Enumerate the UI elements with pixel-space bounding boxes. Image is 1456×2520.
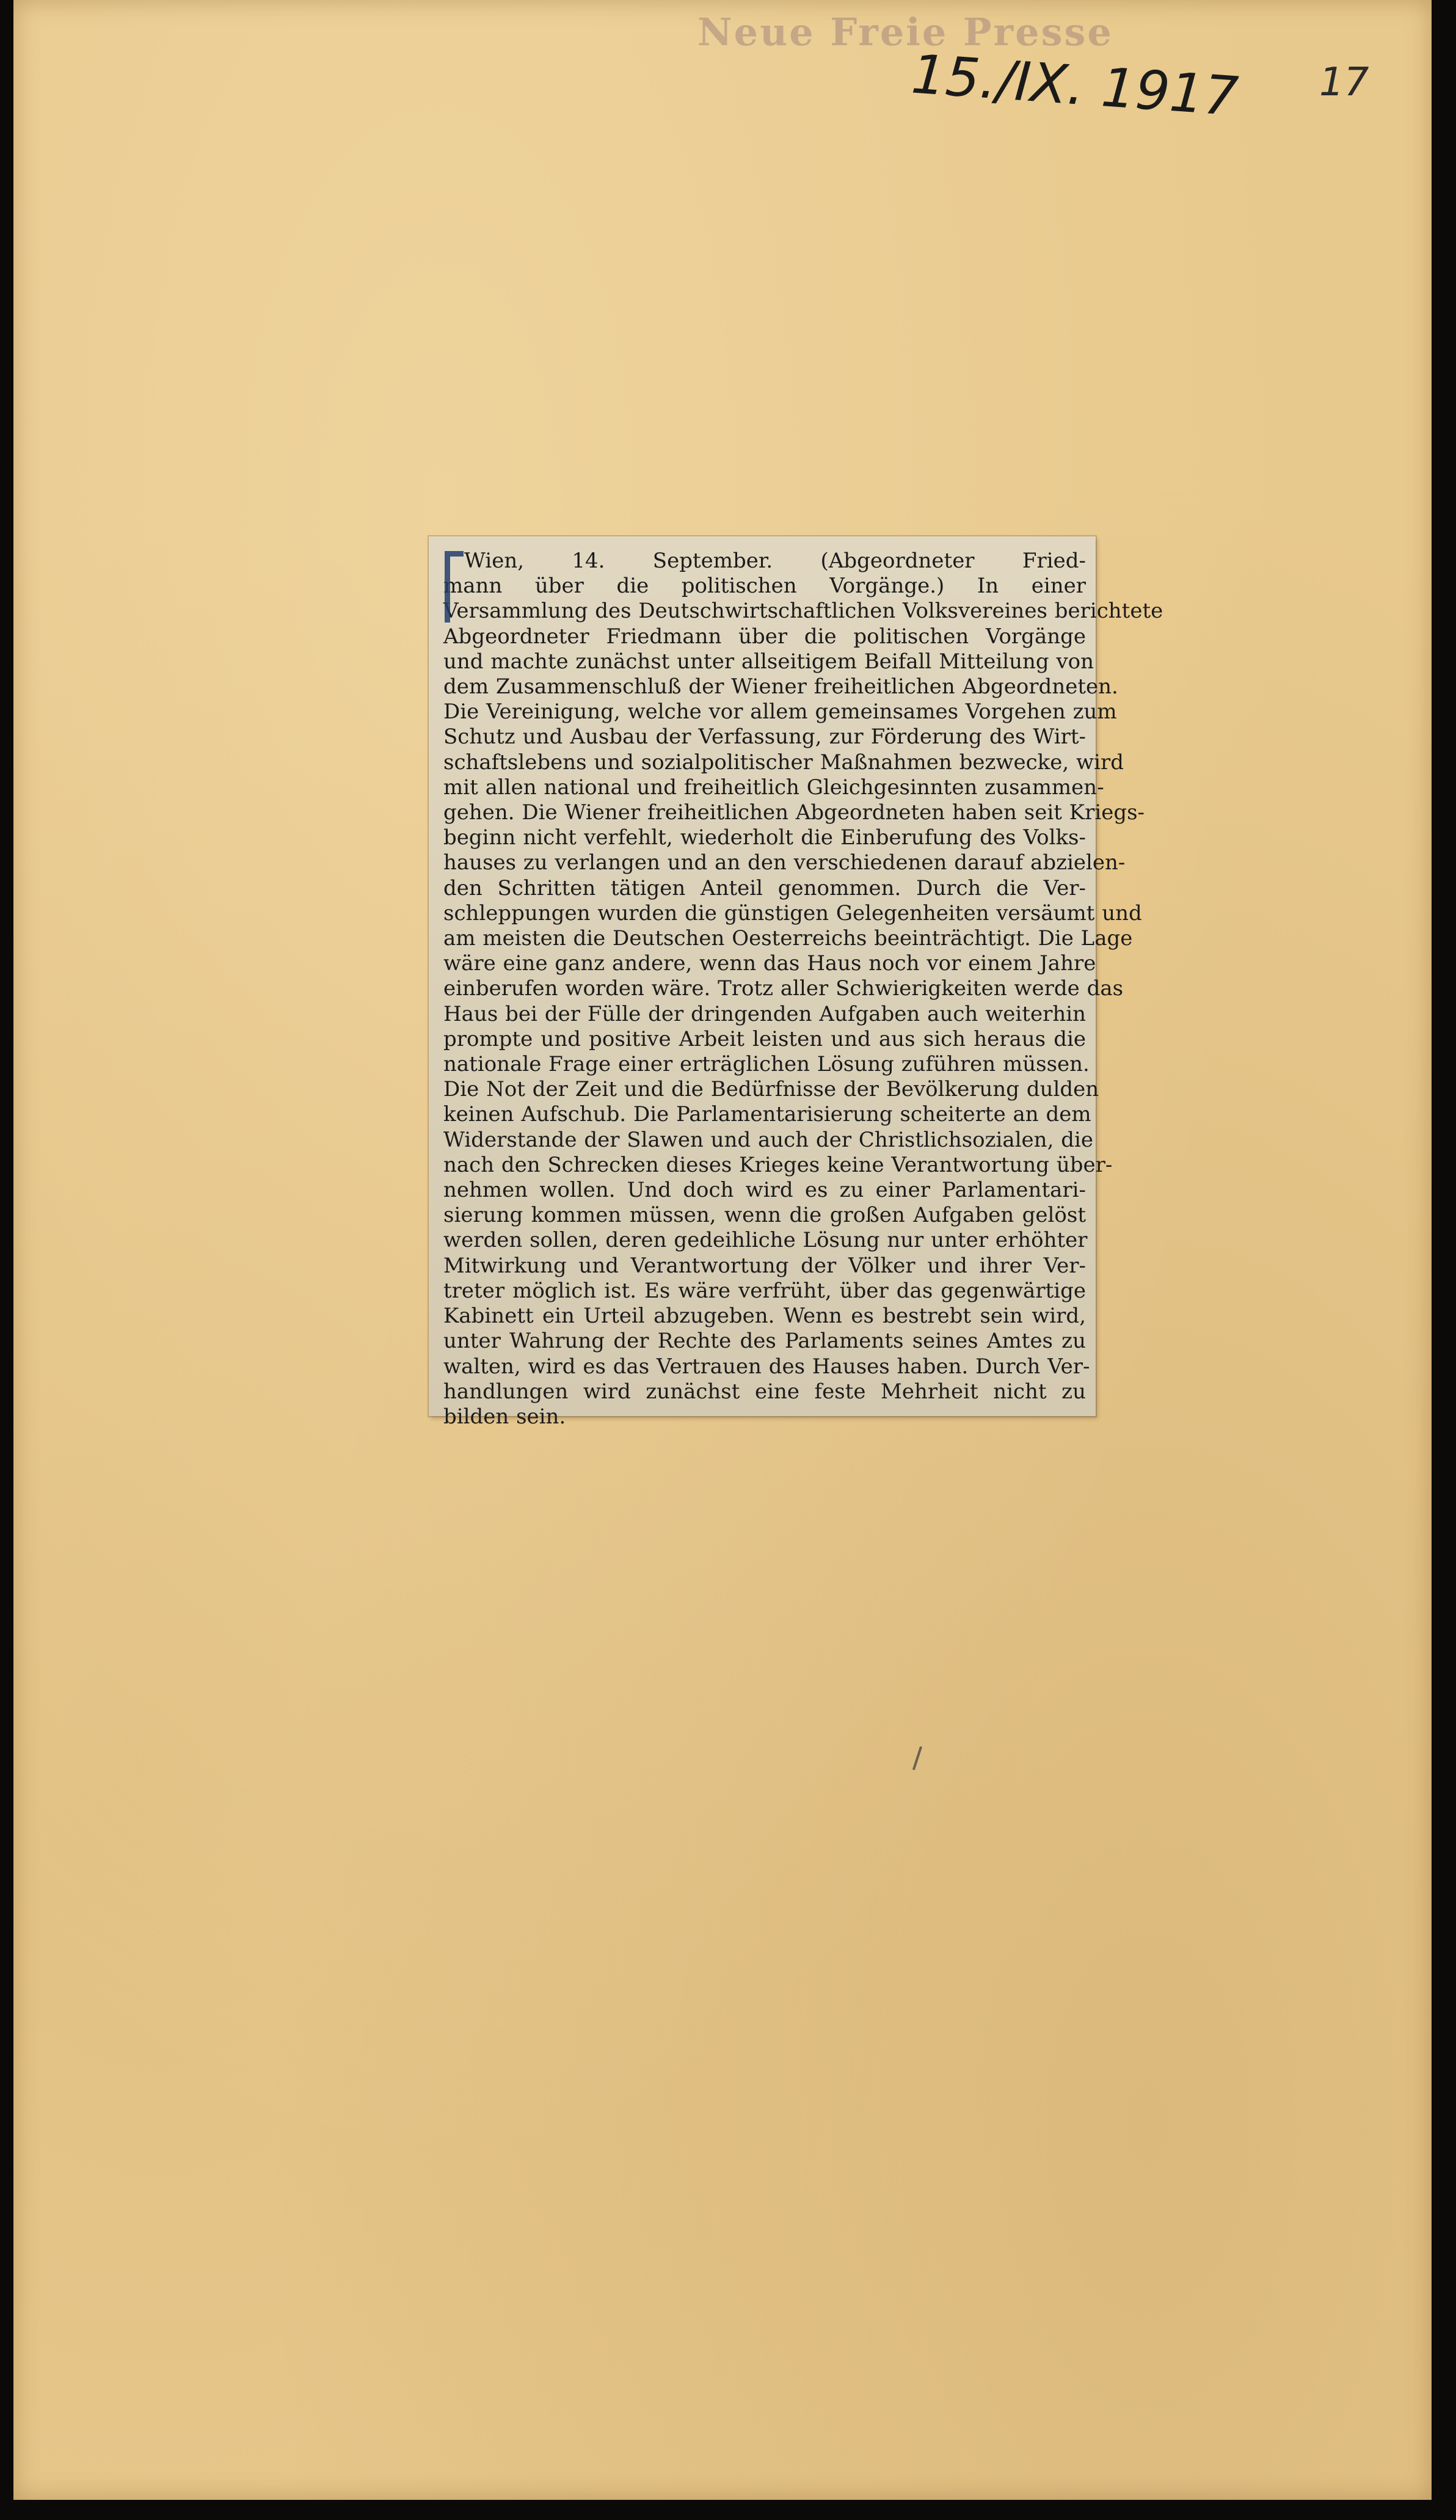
article-line: Die Vereinigung, welche vor allem gemeinsames Vorgehen zum [443,699,1117,725]
article-line: unter Wahrung der Rechte des Parlaments seines Amtes zu [443,1329,1086,1354]
newspaper-stamp: Neue Freie Presse [697,10,1113,54]
newspaper-clipping [429,536,1163,1429]
article-line: dem Zusammenschluß der Wiener freiheitlichen Abgeordneten. [443,674,1118,699]
pencil-tick-mark [912,1746,922,1770]
article-line: hauses zu verlangen und an den verschiedenen darauf abzielen- [443,850,1126,875]
article-line: handlungen wird zunächst eine feste Mehrheit nicht zu [443,1379,1086,1404]
article-line: nationale Frage einer erträglichen Lösung zuführen müssen. [443,1052,1090,1077]
article-line: mann über die politischen Vorgänge.) In einer [443,574,1086,599]
handwritten-date: 15./IX. 1917 [909,42,1240,128]
article-line: treter möglich ist. Es wäre verfrüht, über das gegenwärtige [443,1278,1086,1303]
article-line: sierung kommen müssen, wenn die großen Aufgaben gelöst [443,1203,1086,1228]
article-line: einberufen worden wäre. Trotz aller Schwierigkeiten werde das [443,976,1124,1001]
article-line: Mitwirkung und Verantwortung der Völker und ihrer Ver- [443,1253,1086,1278]
folio-number: 17 [1319,60,1369,105]
article-line: Versammlung des Deutschwirtschaftlichen Volksvereines berichtete [443,599,1163,624]
article-line: Widerstande der Slawen und auch der Christlichsozialen, die [443,1127,1093,1152]
article-line: am meisten die Deutschen Oesterreichs beeinträchtigt. Die Lage [443,926,1133,951]
article-line: gehen. Die Wiener freiheitlichen Abgeordneten haben seit Kriegs- [443,800,1145,825]
article-line: den Schritten tätigen Anteil genommen. Durch die Ver- [443,875,1086,900]
article-line: keinen Aufschub. Die Parlamentarisierung scheiterte an dem [443,1102,1091,1127]
article-line: Die Not der Zeit und die Bedürfnisse der Bevölkerung dulden [443,1077,1099,1102]
article-line: Haus bei der Fülle der dringenden Aufgaben auch weiterhin [443,1001,1086,1026]
article-line: nehmen wollen. Und doch wird es zu einer Parlamentari- [443,1178,1086,1203]
article-line: schaftslebens und sozialpolitischer Maßnahmen bezwecke, wird [443,750,1124,775]
article-text [443,549,1163,1430]
article-line: mit allen national und freiheitlich Gleichgesinnten zusammen- [443,775,1104,800]
blue-pencil-mark [445,551,464,623]
archive-sheet [13,0,1432,2500]
article-line: Abgeordneter Friedmann über die politischen Vorgänge [443,624,1086,649]
article-line: schleppungen wurden die günstigen Gelegenheiten versäumt und [443,900,1142,926]
article-line: prompte und positive Arbeit leisten und aus sich heraus die [443,1026,1086,1051]
article-line: wäre eine ganz andere, wenn das Haus noch vor einem Jahre [443,951,1096,976]
article-line: Kabinett ein Urteil abzugeben. Wenn es bestrebt sein wird, [443,1304,1086,1329]
article-line: nach den Schrecken dieses Krieges keine Verantwortung über- [443,1152,1113,1177]
article-line: Wien, 14. September. (Abgeordneter Fried- [464,549,1086,573]
article-line: werden sollen, deren gedeihliche Lösung nur unter erhöhter [443,1228,1088,1253]
article-line: walten, wird es das Vertrauen des Hauses haben. Durch Ver- [443,1354,1090,1379]
article-line: beginn nicht verfehlt, wiederholt die Einberufung des Volks- [443,825,1086,850]
article-line: bilden sein. [443,1404,566,1429]
article-line: und machte zunächst unter allseitigem Beifall Mitteilung von [443,649,1094,674]
article-line: Schutz und Ausbau der Verfassung, zur Förderung des Wirt- [443,725,1086,750]
